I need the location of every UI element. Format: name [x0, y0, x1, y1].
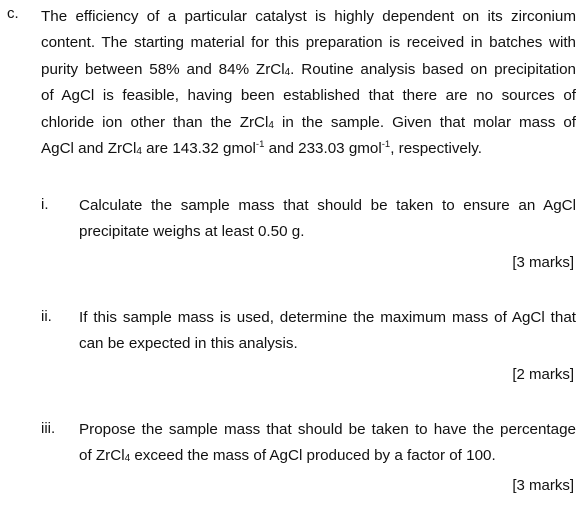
intro-line-6: AgCl and ZrCl$_4$ are 143.32 gmol$^{-1}$ and 233.03 gmol$^{-1}$, respectively. — [41, 139, 482, 158]
question-i-line-1: Calculate the sample mass that should be taken to ensure an AgCl — [79, 197, 576, 214]
intro-line-1: The efficiency of a particular catalyst is highly dependent on its zirconium — [41, 8, 576, 25]
intro-line-3: purity between 58% and 84% ZrCl$_4$. Routine analysis based on precipitation — [41, 60, 577, 78]
question-text-iii — [79, 417, 576, 470]
section-label: c. — [7, 5, 19, 22]
intro-paragraph — [41, 4, 576, 162]
intro-line-2: content. The starting material for this preparation is received in batches with — [41, 34, 576, 52]
question-text-ii — [79, 305, 576, 358]
question-iii-line-1: Propose the sample mass that should be taken to have the percentage — [79, 421, 576, 438]
marks-iii: [3 marks] — [512, 477, 574, 494]
question-numeral-iii: iii. — [41, 420, 56, 437]
intro-line-5: chloride ion other than the ZrCl$_4$ in the sample. Given that molar mass of — [41, 113, 576, 131]
question-numeral-i: i. — [41, 196, 49, 213]
question-i-line-2: precipitate weighs at least 0.50 g. — [79, 223, 305, 241]
intro-line-4: of AgCl is feasible, having been established that there are no sources of — [41, 87, 576, 105]
question-text-i — [79, 193, 576, 246]
question-ii-line-1: If this sample mass is used, determine the maximum mass of AgCl that — [79, 309, 576, 326]
marks-i: [3 marks] — [512, 254, 574, 271]
question-ii-line-2: can be expected in this analysis. — [79, 335, 298, 353]
question-iii-line-2: of ZrCl$_4$ exceed the mass of AgCl produced by a factor of 100. — [79, 447, 496, 465]
question-numeral-ii: ii. — [41, 308, 52, 325]
marks-ii: [2 marks] — [512, 366, 574, 383]
